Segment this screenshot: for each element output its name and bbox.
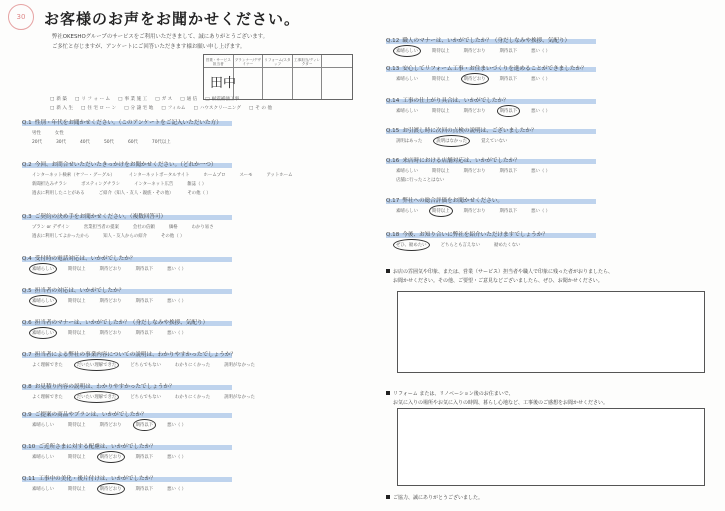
staff-header xyxy=(322,55,352,99)
answer-option[interactable]: 素晴らしい xyxy=(32,331,54,336)
staff-header: 営業・サービス担当者 xyxy=(204,55,234,99)
question-text xyxy=(386,36,570,44)
answer-option[interactable]: 期待以下 xyxy=(499,49,518,54)
option-row xyxy=(32,298,186,304)
answer-option[interactable]: 素晴らしい xyxy=(32,487,54,492)
answer-option[interactable]: 覚えていない xyxy=(481,139,508,144)
answer-option[interactable]: だいたい理解できた xyxy=(76,395,117,400)
option-row xyxy=(396,242,548,248)
answer-option[interactable]: 期待どおり xyxy=(99,267,122,272)
question-label: お引渡し時に次回の点検の説明は、ございましたか？ xyxy=(402,128,537,134)
service-checkbox[interactable]: □ 分 譲 宅 地 xyxy=(124,105,153,111)
option-row xyxy=(32,190,293,196)
answer-option[interactable]: スーモ xyxy=(239,173,253,178)
option-row xyxy=(32,330,208,336)
service-checkbox[interactable]: □ 新 築 xyxy=(50,96,67,102)
answer-option[interactable]: 説明がなかった xyxy=(224,395,255,400)
question-q8 xyxy=(22,382,255,400)
question-label: 職人のマナーは、いかがでしたか？（身だしなみや挨拶、気配り） xyxy=(402,38,571,44)
option-row xyxy=(396,76,587,82)
answer-option[interactable]: 店舗に行ったことはない xyxy=(396,178,445,183)
option-row xyxy=(396,48,570,54)
answer-option[interactable]: 過去に利用してよかったから xyxy=(32,234,90,239)
answer-option[interactable]: どちらでもない xyxy=(130,395,161,400)
answer-option[interactable]: 素晴らしい xyxy=(396,109,418,114)
question-q2 xyxy=(22,160,293,196)
question-number: Q.17 xyxy=(386,198,400,204)
question-number: Q.2 xyxy=(22,162,32,168)
answer-option[interactable]: 素晴らしい xyxy=(396,49,418,54)
comment2-textarea[interactable] xyxy=(397,408,705,486)
question-q4 xyxy=(22,254,186,272)
question-q6 xyxy=(22,318,208,336)
intro-line: 弊社OKESHOグループのサービスをご利用いただきまして、誠にありがとうございます。 xyxy=(52,34,268,40)
option-row xyxy=(32,454,186,460)
option-row xyxy=(396,208,550,214)
option-row xyxy=(396,168,550,174)
question-text xyxy=(386,196,550,204)
question-q13 xyxy=(386,64,587,82)
comment1-textarea[interactable] xyxy=(397,291,705,373)
question-number: Q.7 xyxy=(22,352,32,358)
answer-option[interactable]: 期待以下 xyxy=(135,423,154,428)
answer-option[interactable]: 期待どおり xyxy=(463,209,486,214)
question-text xyxy=(386,64,587,72)
service-checkbox[interactable]: □ ハウスクリーニング xyxy=(193,105,240,111)
answer-option[interactable]: ポスティングチラシ xyxy=(81,182,121,187)
checkbox-row xyxy=(50,105,272,111)
question-text xyxy=(386,230,548,238)
service-checkbox[interactable]: □ そ の 他 xyxy=(249,105,272,111)
question-q5 xyxy=(22,286,186,304)
answer-option[interactable]: 期待以下 xyxy=(499,169,518,174)
answer-option[interactable]: 期待以上 xyxy=(431,109,450,114)
question-q15 xyxy=(386,126,537,144)
comment2-prompt xyxy=(386,390,608,406)
question-label: 担当者の対応は、いかがでしたか？ xyxy=(34,288,125,294)
answer-option[interactable]: よく理解できた xyxy=(32,395,63,400)
answer-option[interactable]: 期待以下 xyxy=(135,455,154,460)
answer-option[interactable]: 50代 xyxy=(103,140,114,145)
answer-option[interactable]: 素晴らしい xyxy=(32,267,54,272)
question-label: 今回、お問合せいただいたきっかけをお聞かせください。（どれか一つ） xyxy=(34,162,217,168)
answer-option[interactable]: わかりにくかった xyxy=(174,363,211,368)
closing xyxy=(386,494,483,501)
closing-text: ご協力、誠にありがとうございました。 xyxy=(393,495,484,501)
answer-option[interactable]: 60代 xyxy=(127,140,138,145)
question-text xyxy=(22,410,186,418)
question-text xyxy=(22,286,186,294)
answer-option[interactable]: 知人・友人からの紹介 xyxy=(103,234,148,239)
answer-option[interactable]: 期待どおり xyxy=(463,169,486,174)
service-checkbox[interactable]: □ 通 信 xyxy=(180,96,197,102)
question-text xyxy=(386,156,550,164)
answer-option[interactable]: 期待以上 xyxy=(431,49,450,54)
answer-option[interactable]: 期待どおり xyxy=(463,49,486,54)
option-row xyxy=(32,362,255,368)
service-checkbox[interactable]: □ リ フ ォ ー ム xyxy=(75,96,110,102)
answer-option[interactable]: わかり易さ xyxy=(191,225,214,230)
answer-option[interactable]: 期待以上 xyxy=(67,487,86,492)
answer-option[interactable]: 素晴らしい xyxy=(396,169,418,174)
comment2-line: リフォーム または、リノベーション後のお住まいで、 xyxy=(393,391,514,397)
answer-option[interactable]: 悪い（ ） xyxy=(167,455,187,460)
answer-option[interactable]: 期待以下 xyxy=(135,331,154,336)
question-label: 担当者による弊社の事業内容についての説明は、わかりやすかったでしょうか？ xyxy=(34,352,237,358)
question-label: 工事中の美化・後片付けは、いかがでしたか？ xyxy=(38,476,156,482)
answer-option[interactable]: 悪い（ ） xyxy=(531,77,551,82)
staff-header: リフォーム/スタッフ xyxy=(263,55,293,99)
answer-option[interactable]: 男性 xyxy=(32,131,41,136)
answer-option[interactable]: 期待以下 xyxy=(135,299,154,304)
question-label: 性別・年代をお聞かせください。（このアンケートをご記入いただいた方） xyxy=(34,120,222,126)
option-row xyxy=(32,486,186,492)
question-number: Q.8 xyxy=(22,384,32,390)
answer-option[interactable]: 素晴らしい xyxy=(396,209,418,214)
question-label: 弊社への総合評価をお聞かせください。 xyxy=(402,198,504,204)
question-label: ご契約の決め手をお聞かせください。（複数回答可） xyxy=(34,214,167,220)
answer-option[interactable]: 悪い（ ） xyxy=(531,109,551,114)
answer-option[interactable]: 期待以上 xyxy=(67,331,86,336)
answer-option[interactable]: 期待以上 xyxy=(67,455,86,460)
answer-option[interactable]: 期待以上 xyxy=(67,423,86,428)
option-row xyxy=(32,422,186,428)
comment1-prompt xyxy=(386,268,613,284)
question-number: Q.18 xyxy=(386,232,400,238)
checkbox-row xyxy=(50,96,272,102)
service-checkbox[interactable]: □ 事 業 施 工 xyxy=(118,96,147,102)
page-title: お客様のお声をお聞かせください。 xyxy=(44,10,301,28)
question-q1 xyxy=(22,118,222,145)
answer-option[interactable]: 期待どおり xyxy=(463,77,486,82)
question-q17 xyxy=(386,196,550,214)
question-number: Q.13 xyxy=(386,66,400,72)
answer-option[interactable]: 期待どおり xyxy=(99,455,122,460)
answer-option[interactable]: 40代 xyxy=(79,140,90,145)
option-row xyxy=(396,108,550,114)
question-text xyxy=(22,350,255,358)
question-text xyxy=(386,96,550,104)
question-label: 受付時の電話対応は、いかがでしたか？ xyxy=(34,256,136,262)
question-q3 xyxy=(22,212,214,239)
answer-option[interactable]: 説明はなかった xyxy=(436,139,468,144)
answer-option[interactable]: 価格 xyxy=(168,225,178,230)
service-checks xyxy=(50,96,272,114)
answer-option[interactable]: 期待以上 xyxy=(431,169,450,174)
answer-option[interactable]: 期待どおり xyxy=(99,331,122,336)
question-number: Q.16 xyxy=(386,158,400,164)
answer-option[interactable]: 説明はあった xyxy=(396,139,423,144)
answer-option[interactable]: 30代 xyxy=(55,140,66,145)
answer-option[interactable]: インターネット広告 xyxy=(134,182,174,187)
service-checkbox[interactable]: □ フィルム xyxy=(161,105,185,111)
staff-header: 工事担当/ディレクター xyxy=(293,55,323,99)
answer-option[interactable]: 期待どおり xyxy=(99,423,122,428)
option-row xyxy=(32,233,214,239)
question-q16 xyxy=(386,156,550,183)
answer-option[interactable]: 悪い（ ） xyxy=(167,487,187,492)
question-text xyxy=(22,382,255,390)
question-number: Q.12 xyxy=(386,38,400,44)
answer-option[interactable]: 女性 xyxy=(54,131,64,136)
answer-option[interactable]: だいたい理解できた xyxy=(76,363,117,368)
answer-option[interactable]: 期待以上 xyxy=(431,209,450,214)
answer-option[interactable]: 悪い（ ） xyxy=(167,267,187,272)
answer-option[interactable]: 悪い（ ） xyxy=(167,423,187,428)
handwritten-name: 田中 xyxy=(210,76,237,91)
answer-option[interactable]: その他（ ） xyxy=(161,234,185,239)
question-number: Q.10 xyxy=(22,444,36,450)
question-text xyxy=(22,474,186,482)
question-label: お見積り内容の説明は、わかりやすかったでしょうか？ xyxy=(34,384,175,390)
option-row xyxy=(396,138,537,144)
answer-option[interactable]: 過去に利用したことがある xyxy=(32,191,85,196)
question-text xyxy=(22,318,208,326)
question-text xyxy=(22,160,293,168)
question-number: Q.15 xyxy=(386,128,400,134)
question-label: 安心してリフォーム工事・お住まいづくりを進めることができましたか？ xyxy=(402,66,587,72)
answer-option[interactable]: アットホーム xyxy=(266,173,293,178)
answer-option[interactable]: ご紹介（知人・友人・親族・その他） xyxy=(98,191,174,196)
answer-option[interactable]: 期待以下 xyxy=(499,109,518,114)
answer-option[interactable]: どちらとも言えない xyxy=(440,243,481,248)
answer-option[interactable]: どちらでもない xyxy=(130,363,161,368)
question-number: Q.3 xyxy=(22,214,32,220)
question-text xyxy=(22,442,186,450)
question-number: Q.4 xyxy=(22,256,32,262)
answer-option[interactable]: 期待以下 xyxy=(135,267,154,272)
answer-option[interactable]: わかりにくかった xyxy=(174,395,211,400)
comment1-line: お店の雰囲気や印象、または、営業（サービス）担当者や職人で印象に残った者がおりましたら、 xyxy=(393,269,614,275)
answer-option[interactable]: 説明がなかった xyxy=(224,363,255,368)
question-label: ご近所さまに対する配慮は、いかがでしたか？ xyxy=(38,444,156,450)
answer-option[interactable]: 悪い（ ） xyxy=(167,331,187,336)
intro-line: ご多忙と存じますが、アンケートにご回答いただきます様お願い申し上げます。 xyxy=(52,44,246,50)
question-q12 xyxy=(386,36,570,54)
answer-option[interactable]: 期待どおり xyxy=(99,487,122,492)
answer-option[interactable]: 悪い（ ） xyxy=(531,209,551,214)
service-checkbox[interactable]: □ 耐震補強工事 xyxy=(205,96,239,102)
question-text xyxy=(22,254,186,262)
answer-option[interactable]: インターネット検索（ヤフー・グーグル） xyxy=(32,173,115,178)
answer-option[interactable]: 素晴らしい xyxy=(32,455,54,460)
answer-option[interactable]: その他（ ） xyxy=(187,191,211,196)
question-label: 今後、お知り合いに弊社を紹介いただけますでしょうか？ xyxy=(402,232,548,238)
question-number: Q.9 xyxy=(22,412,32,418)
question-text xyxy=(22,212,214,220)
answer-option[interactable]: 悪い（ ） xyxy=(531,169,551,174)
answer-option[interactable]: 期待以上 xyxy=(67,267,86,272)
answer-option[interactable]: インターネットポータルサイト xyxy=(128,173,190,178)
comment2-line: お気に入りの場所やお気に入りの時間、暮らし心地など、工事後のご感想をお聞かせください。 xyxy=(393,400,609,406)
question-number: Q.5 xyxy=(22,288,32,294)
question-label: ご提案の商品やプランは、いかがでしたか？ xyxy=(34,412,147,418)
option-row xyxy=(32,266,186,272)
answer-option[interactable]: 勧めたくない xyxy=(494,243,521,248)
answer-option[interactable]: ぜひ、勧めたい xyxy=(396,243,427,248)
answer-option[interactable]: 悪い（ ） xyxy=(531,49,551,54)
answer-option[interactable]: ホームプロ xyxy=(203,173,226,178)
answer-option[interactable]: プラン or デザイン xyxy=(32,225,70,230)
service-checkbox[interactable]: □ ガ ス xyxy=(155,96,172,102)
option-row xyxy=(32,394,255,400)
answer-option[interactable]: 悪い（ ） xyxy=(167,299,187,304)
question-label: 工事の仕上がり具合は、いかがでしたか？ xyxy=(402,98,509,104)
staff-header: プランナー/デザイナー xyxy=(234,55,264,99)
answer-option[interactable]: よく理解できた xyxy=(32,363,63,368)
answer-option[interactable]: 20代 xyxy=(32,140,42,145)
answer-option[interactable]: 期待どおり xyxy=(99,299,122,304)
service-checkbox[interactable]: □ 住 宅 ロ ー ン xyxy=(81,105,116,111)
answer-option[interactable]: 新聞折込みチラシ xyxy=(32,182,68,187)
question-number: Q.1 xyxy=(22,120,32,126)
answer-option[interactable]: 期待以下 xyxy=(499,77,518,82)
question-label: 来店時における店舗対応は、いかがでしたか？ xyxy=(402,158,520,164)
question-q7 xyxy=(22,350,255,368)
option-row xyxy=(32,181,293,187)
answer-option[interactable]: 期待以上 xyxy=(431,77,450,82)
intro-text xyxy=(52,32,268,52)
answer-option[interactable]: 会社の信頼 xyxy=(132,225,155,230)
answer-option[interactable]: 期待以下 xyxy=(499,209,518,214)
question-number: Q.6 xyxy=(22,320,32,326)
question-q11 xyxy=(22,474,186,492)
answer-option[interactable]: 素晴らしい xyxy=(32,299,54,304)
question-number: Q.14 xyxy=(386,98,400,104)
answer-option[interactable]: 期待どおり xyxy=(463,109,486,114)
comment1-line: お聞かせください。その他、ご要望・ご意見などございましたら、ぜひ、お聞かせください。 xyxy=(393,278,603,284)
service-checkbox[interactable]: □ 新 入 生 xyxy=(50,105,73,111)
question-q18 xyxy=(386,230,548,248)
question-label: 担当者のマナーは、いかがでしたか？（身だしなみや挨拶、気配り） xyxy=(34,320,209,326)
answer-option[interactable]: 期待以下 xyxy=(135,487,154,492)
answer-option[interactable]: 70代以上 xyxy=(151,140,171,145)
answer-option[interactable]: 営業担当者の提案 xyxy=(83,225,119,230)
question-q9 xyxy=(22,410,186,428)
question-text xyxy=(386,126,537,134)
option-row xyxy=(32,139,222,145)
stamp: 30 xyxy=(8,4,34,30)
answer-option[interactable]: 雑誌（ ） xyxy=(187,182,207,187)
option-row xyxy=(32,130,222,136)
option-row xyxy=(396,177,550,183)
question-text xyxy=(22,118,222,126)
option-row xyxy=(32,224,214,230)
question-number: Q.11 xyxy=(22,476,36,482)
answer-option[interactable]: 期待以上 xyxy=(67,299,86,304)
answer-option[interactable]: 素晴らしい xyxy=(396,77,418,82)
question-q10 xyxy=(22,442,186,460)
option-row xyxy=(32,172,293,178)
question-q14 xyxy=(386,96,550,114)
answer-option[interactable]: 素晴らしい xyxy=(32,423,54,428)
